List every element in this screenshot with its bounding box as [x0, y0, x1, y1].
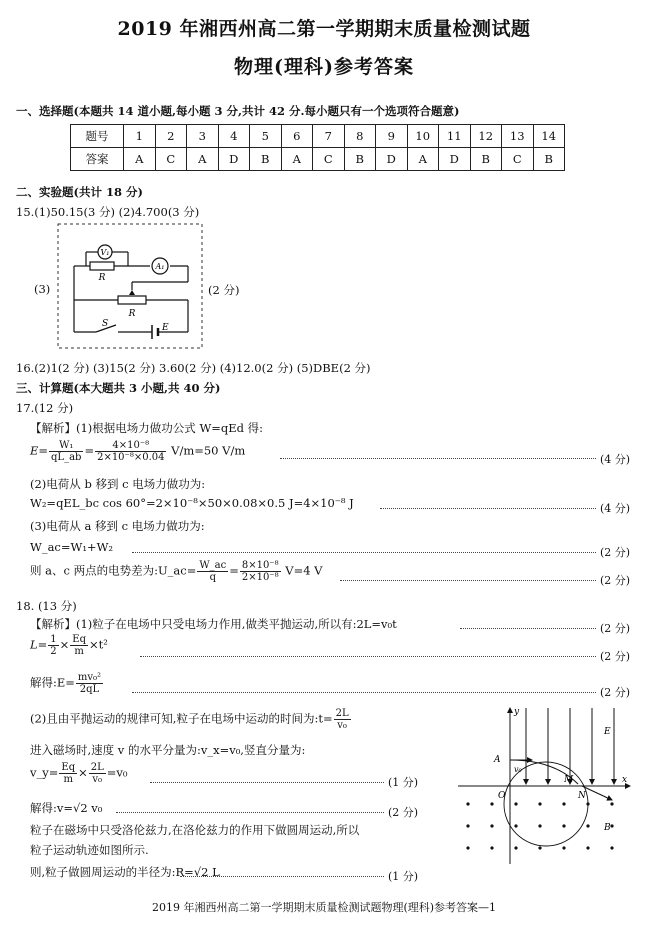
- table-header-cell: 答案: [71, 148, 124, 171]
- denominator: 2qL: [79, 684, 100, 695]
- q17-line5: (3)电荷从 a 移到 c 电场力做功为:: [30, 519, 205, 533]
- text: (2)且由平抛运动的规律可知,粒子在电场中运动的时间为:t=: [30, 711, 333, 726]
- table-cell: 4: [218, 125, 250, 148]
- score: (1 分): [388, 776, 419, 789]
- section-experiment-heading: 二、实验题(共计 18 分): [16, 185, 143, 199]
- numerator: W₁: [49, 440, 83, 452]
- table-cell: B: [470, 148, 502, 171]
- point-a-label: A: [494, 755, 501, 765]
- denominator: m: [74, 646, 84, 657]
- table-header-cell: 题号: [71, 125, 124, 148]
- fraction: [197, 560, 228, 583]
- dot-leader: [280, 458, 596, 459]
- table-row: [71, 125, 565, 148]
- q15-part3-label: (3): [34, 282, 51, 296]
- table-cell: C: [313, 148, 345, 171]
- denominator: 2×10⁻⁸: [241, 572, 279, 583]
- q18-line3: [30, 672, 104, 695]
- q18-line7: 解得:v=√2 v₀: [30, 801, 103, 815]
- table-cell: C: [502, 148, 534, 171]
- score: (1 分): [388, 870, 419, 883]
- text: ×: [59, 637, 70, 652]
- dot-leader: [140, 656, 596, 657]
- table-cell: D: [218, 148, 250, 171]
- numerator: 1: [50, 634, 57, 645]
- numerator: mv₀²: [77, 672, 102, 683]
- q15-part3-score: (2 分): [208, 283, 240, 297]
- rheostat: [118, 296, 146, 304]
- voltmeter-label: V₁: [100, 248, 110, 257]
- fraction: [59, 762, 77, 785]
- table-row: [71, 148, 565, 171]
- document-title: 2019 年湘西州高二第一学期期末质量检测试题: [117, 18, 531, 40]
- resistor-top: [90, 262, 114, 270]
- table-cell: C: [155, 148, 187, 171]
- dot-leader: [380, 508, 596, 509]
- circuit-diagram: [56, 222, 206, 352]
- q18-line2: [30, 634, 108, 657]
- table-cell: A: [187, 148, 219, 171]
- fraction: [49, 440, 83, 463]
- magnetic-field-dots: [466, 802, 613, 849]
- table-cell: A: [281, 148, 313, 171]
- text: v_y=: [30, 765, 59, 780]
- dot-leader: [132, 692, 596, 693]
- denominator: qL_ab: [51, 452, 82, 463]
- table-cell: B: [250, 148, 282, 171]
- origin-label: O: [498, 791, 506, 801]
- dot-leader: [132, 552, 596, 553]
- field-e-label: E: [604, 727, 611, 737]
- point-b-label: B: [604, 823, 611, 833]
- table-cell: D: [376, 148, 408, 171]
- slider-arrow-icon: [129, 290, 135, 295]
- text: =: [229, 563, 239, 578]
- table-cell: D: [439, 148, 471, 171]
- y-axis-label: y: [514, 707, 520, 717]
- score: (2 分): [600, 686, 631, 699]
- dot-leader: [180, 876, 384, 877]
- table-cell: 9: [376, 125, 408, 148]
- table-cell: 2: [155, 125, 187, 148]
- fraction: [95, 440, 166, 463]
- score: (2 分): [600, 574, 631, 587]
- table-cell: 7: [313, 125, 345, 148]
- denominator: v₀: [337, 720, 347, 731]
- q18-line1: 【解析】(1)粒子在电场中只受电场力作用,做类平抛运动,所以有:2L=v₀t: [30, 617, 397, 631]
- q17-line4: W₂=qEL_bc cos 60°=2×10⁻⁸×50×0.08×0.5 J=4×10⁻⁸ J: [30, 496, 354, 510]
- fraction: [240, 560, 281, 583]
- switch-label: S: [102, 319, 109, 329]
- table-cell: 1: [124, 125, 156, 148]
- q18-line6: [30, 762, 128, 785]
- table-cell: 6: [281, 125, 313, 148]
- numerator: 8×10⁻⁸: [241, 560, 279, 571]
- numerator: W_ac: [199, 560, 227, 571]
- q16-answer: 16.(2)1(2 分) (3)15(2 分) 3.60(2 分) (4)12.0(2 分) (5)DBE(2 分): [16, 361, 371, 375]
- fraction: [76, 672, 103, 695]
- table-cell: 14: [533, 125, 565, 148]
- denominator: 2: [50, 646, 57, 657]
- answer-table: [70, 124, 565, 171]
- text: 则 a、c 两点的电势差为:U_ac=: [30, 563, 197, 578]
- score: (4 分): [600, 453, 631, 466]
- text: 解得:E=: [30, 675, 75, 690]
- table-cell: 10: [407, 125, 439, 148]
- q18-line10: 则,粒子做圆周运动的半径为:R=√2 L: [30, 865, 220, 879]
- q17-line3: (2)电荷从 b 移到 c 电场力做功为:: [30, 477, 206, 491]
- table-cell: 3: [187, 125, 219, 148]
- q18-line4: [30, 708, 352, 731]
- q17-line6: W_ac=W₁+W₂: [30, 540, 113, 554]
- table-cell: 12: [470, 125, 502, 148]
- table-cell: B: [533, 148, 565, 171]
- dot-leader: [460, 628, 596, 629]
- text: ×t²: [89, 637, 108, 652]
- table-cell: A: [407, 148, 439, 171]
- resistor-label: R: [98, 273, 106, 283]
- q17-line1: 【解析】(1)根据电场力做功公式 W=qEd 得:: [30, 421, 264, 435]
- point-m-label: M: [564, 775, 574, 785]
- dashed-frame: [58, 224, 202, 348]
- numerator: Eq: [72, 634, 86, 645]
- document-subtitle: 物理(理科)参考答案: [234, 56, 414, 78]
- text: E=: [30, 443, 49, 458]
- denominator: v₀: [92, 774, 103, 785]
- ammeter-label: A₁: [155, 262, 165, 271]
- table-cell: B: [344, 148, 376, 171]
- field-figure: [454, 704, 634, 866]
- point-n-label: N: [578, 791, 586, 801]
- score: (2 分): [600, 546, 631, 559]
- score: (2 分): [600, 650, 631, 663]
- battery-label: E: [162, 323, 169, 333]
- fraction: [89, 762, 106, 785]
- v0-label: v₀: [514, 765, 522, 774]
- rheostat-label: R: [128, 309, 136, 319]
- text: =v₀: [106, 765, 128, 780]
- page-footer: 2019 年湘西州高二第一学期期末质量检测试题物理(理科)参考答案—1: [151, 901, 497, 914]
- fraction: [334, 708, 351, 731]
- field-lines: [526, 708, 614, 784]
- q17-line7: [30, 560, 322, 583]
- table-cell: 11: [439, 125, 471, 148]
- text: V=4 V: [281, 563, 323, 578]
- q18-heading: 18. (13 分): [16, 599, 77, 613]
- text: V/m=50 V/m: [167, 443, 246, 458]
- table-cell: 5: [250, 125, 282, 148]
- numerator: 4×10⁻⁸: [95, 440, 166, 452]
- numerator: 2L: [335, 708, 349, 719]
- fraction: [48, 634, 58, 657]
- q17-line2: [30, 440, 245, 463]
- text: =: [84, 443, 95, 458]
- numerator: Eq: [61, 762, 76, 773]
- score: (2 分): [600, 622, 631, 635]
- text: L=: [30, 637, 48, 652]
- section-calc-heading: 三、计算题(本大题共 3 小题,共 40 分): [16, 381, 221, 395]
- denominator: 2×10⁻⁸×0.04: [97, 452, 165, 463]
- score: (4 分): [600, 502, 631, 515]
- numerator: 2L: [90, 762, 104, 773]
- dot-leader: [150, 782, 384, 783]
- table-cell: 8: [344, 125, 376, 148]
- table-cell: A: [124, 148, 156, 171]
- table-cell: 13: [502, 125, 534, 148]
- q18-line9: 粒子运动轨迹如图所示.: [30, 843, 149, 857]
- q15-answer: 15.(1)50.15(3 分) (2)4.700(3 分): [16, 205, 200, 219]
- section-choice-heading: 一、选择题(本题共 14 道小题,每小题 3 分,共计 42 分.每小题只有一个选项符合题意): [16, 104, 460, 118]
- score: (2 分): [388, 806, 419, 819]
- denominator: m: [63, 774, 73, 785]
- fraction: [70, 634, 88, 657]
- denominator: q: [209, 572, 216, 583]
- q18-line8: 粒子在磁场中只受洛伦兹力,在洛伦兹力的作用下做圆周运动,所以: [30, 823, 360, 837]
- dot-leader: [340, 580, 596, 581]
- dot-leader: [116, 812, 384, 813]
- text: ×: [78, 765, 88, 780]
- q18-line5: 进入磁场时,速度 v 的水平分量为:v_x=v₀,竖直分量为:: [30, 743, 306, 757]
- q17-heading: 17.(12 分): [16, 401, 74, 415]
- x-axis-label: x: [622, 775, 628, 785]
